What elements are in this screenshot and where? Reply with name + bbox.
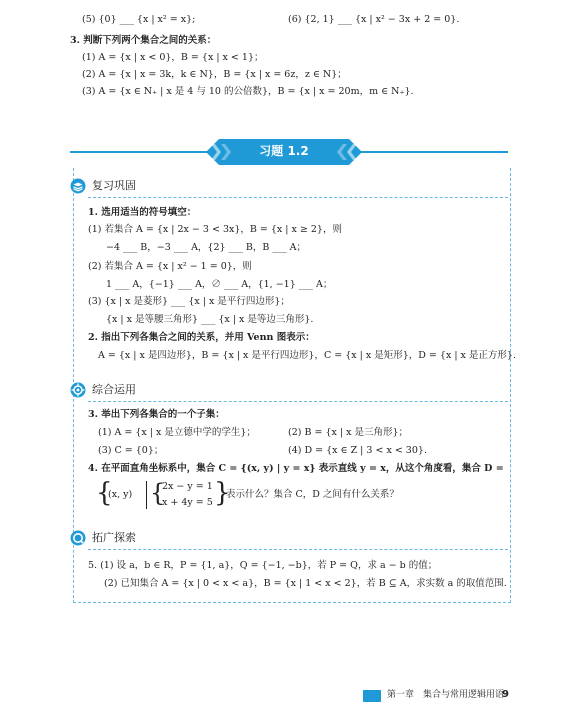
section-review-rule: [88, 197, 508, 198]
explore-icon: [70, 530, 86, 546]
q4-system-brace: {: [150, 479, 166, 507]
q4-line1: 4. 在平面直角坐标系中，集合 C = {(x, y) | y = x} 表示直线 y = x，从这个角度看，集合 D =: [88, 463, 504, 474]
q1-3b: {x | x 是等腰三角形} ___ {x | x 是等边三角形}.: [106, 314, 314, 325]
section-extend-rule: [88, 549, 508, 550]
banner-rule-right: [358, 151, 508, 153]
q4-eq2: x + 4y = 5: [162, 497, 213, 508]
q1-1b: −4 ___ B，−3 ___ A，{2} ___ B，B ___ A；: [106, 242, 306, 253]
q1-2b: 1 ___ A，{−1} ___ A，∅ ___ A，{1, −1} ___ A；: [106, 279, 333, 290]
q3-title: 3. 举出下列各集合的一个子集：: [88, 409, 225, 420]
q3-1: (1) A = {x | x 是立德中学的学生}；: [98, 427, 256, 438]
prev-q6: (6) {2, 1} ___ {x | x² − 3x + 2 = 0}.: [288, 14, 460, 25]
prev-q3-3: (3) A = {x ∈ N₊ | x 是 4 与 10 的公倍数}，B = {x | x = 20m，m ∈ N₊}.: [82, 86, 414, 97]
prev-q3-2: (2) A = {x | x = 3k，k ∈ N}，B = {x | x = 6z，z ∈ N}；: [82, 69, 347, 80]
prev-q5: (5) {0} ___ {x | x² = x};: [82, 14, 196, 25]
q4-set-close-brace: }: [214, 478, 231, 508]
q4-eq1: 2x − y = 1: [162, 481, 213, 492]
banner-title: 习题 1.2: [259, 144, 309, 158]
section-apply-title: 综合运用: [92, 383, 136, 396]
section-extend-title: 拓广探索: [92, 531, 136, 544]
section-review-header: [70, 178, 510, 196]
page-number: 9: [502, 689, 509, 700]
section-review-title: 复习巩固: [92, 179, 136, 192]
q1-title: 1. 选用适当的符号填空：: [88, 207, 197, 218]
q1-1a: (1) 若集合 A = {x | 2x − 3 < 3x}，B = {x | x ≥ 2}，则: [88, 224, 342, 235]
q5-2: (2) 已知集合 A = {x | 0 < x < a}，B = {x | 1 < x < 2}，若 B ⊆ A，求实数 a 的取值范围.: [104, 578, 507, 589]
q2-title: 2. 指出下列各集合之间的关系，并用 Venn 图表示：: [88, 332, 315, 343]
prev-q3-title: 3. 判断下列两个集合之间的关系：: [70, 35, 217, 46]
q1-3a: (3) {x | x 是菱形} ___ {x | x 是平行四边形}；: [88, 296, 290, 307]
q4-line2: 表示什么？集合 C，D 之间有什么关系？: [226, 489, 399, 500]
q5-1: 5. (1) 设 a，b ∈ R，P = {1, a}，Q = {−1, −b}，若 P = Q，求 a − b 的值；: [88, 560, 438, 571]
exercise-banner: [205, 138, 363, 166]
footer-chapter: 第一章 集合与常用逻辑用语: [387, 690, 505, 700]
q3-4: (4) D = {x ∈ Z | 3 < x < 30}.: [288, 445, 427, 456]
q4-set-bar: [146, 481, 147, 509]
q2-body: A = {x | x 是四边形}，B = {x | x 是平行四边形}，C = {x | x 是矩形}，D = {x | x 是正方形}.: [98, 350, 517, 361]
prev-q3-1: (1) A = {x | x < 0}，B = {x | x < 1}；: [82, 52, 264, 63]
banner-rule-left: [70, 151, 210, 153]
section-apply-header: [70, 382, 510, 400]
section-apply-rule: [88, 401, 508, 402]
q3-3: (3) C = {0}；: [98, 445, 164, 456]
gear-cycle-icon: [70, 382, 86, 398]
q3-2: (2) B = {x | x 是三角形}；: [288, 427, 409, 438]
q4-set-open-brace: {: [96, 478, 113, 508]
q4-set-left: (x, y): [108, 489, 133, 500]
footer-accent: [363, 690, 381, 702]
q1-2a: (2) 若集合 A = {x | x² − 1 = 0}，则: [88, 261, 252, 272]
section-extend-header: [70, 530, 510, 548]
stack-icon: [70, 178, 86, 194]
